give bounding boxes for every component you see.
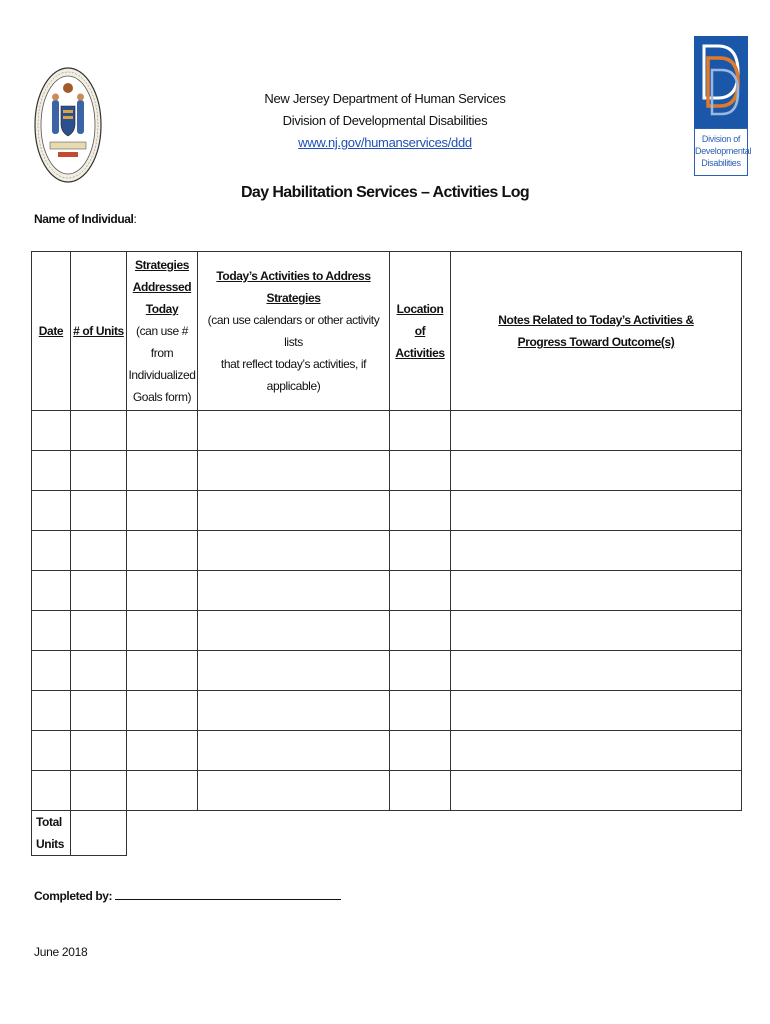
blank-cell	[390, 811, 451, 856]
date-cell[interactable]	[32, 491, 71, 531]
ddd-logo-icon	[694, 36, 748, 128]
activities-log-table	[31, 251, 742, 856]
header-row	[32, 252, 742, 411]
location-cell[interactable]	[390, 651, 451, 691]
completed-by-label: Completed by:	[34, 889, 113, 903]
header-notes-line: Progress Toward Outcome(s)	[517, 335, 675, 349]
header-strategies-note: Goals form)	[132, 390, 192, 404]
total-units-label	[32, 811, 71, 856]
units-cell[interactable]	[71, 771, 127, 811]
log-row	[32, 491, 742, 531]
date-cell[interactable]	[32, 651, 71, 691]
blank-cell	[198, 811, 390, 856]
notes-cell[interactable]	[451, 571, 742, 611]
units-cell[interactable]	[71, 491, 127, 531]
header-strategies-line: Addressed	[132, 280, 192, 294]
header-location-line: Activities	[395, 346, 445, 360]
log-row	[32, 731, 742, 771]
log-row	[32, 771, 742, 811]
units-cell[interactable]	[71, 451, 127, 491]
division-name: Division of Developmental Disabilities	[282, 113, 488, 128]
notes-cell[interactable]	[451, 771, 742, 811]
strategies-cell[interactable]	[127, 451, 198, 491]
header-strategies-note: from	[150, 346, 174, 360]
date-cell[interactable]	[32, 451, 71, 491]
logo-caption-line: Disabilities	[701, 158, 741, 168]
completed-by	[34, 887, 341, 903]
activities-cell[interactable]	[198, 411, 390, 451]
log-row	[32, 451, 742, 491]
name-label-colon: :	[133, 212, 137, 226]
location-cell[interactable]	[390, 411, 451, 451]
agency-header	[200, 88, 570, 154]
document-title: Day Habilitation Services – Activities Log	[240, 184, 530, 201]
units-cell[interactable]	[71, 611, 127, 651]
date-cell[interactable]	[32, 611, 71, 651]
notes-cell[interactable]	[451, 651, 742, 691]
strategies-cell[interactable]	[127, 651, 198, 691]
header-activities-note: applicable)	[266, 379, 321, 393]
location-cell[interactable]	[390, 491, 451, 531]
location-cell[interactable]	[390, 611, 451, 651]
units-cell[interactable]	[71, 731, 127, 771]
date-cell[interactable]	[32, 531, 71, 571]
units-cell[interactable]	[71, 571, 127, 611]
header-units	[71, 252, 127, 411]
units-cell[interactable]	[71, 411, 127, 451]
strategies-cell[interactable]	[127, 571, 198, 611]
completed-by-signature-line[interactable]	[115, 887, 341, 900]
total-label-line: Total	[36, 815, 62, 829]
log-row	[32, 531, 742, 571]
units-cell[interactable]	[71, 691, 127, 731]
location-cell[interactable]	[390, 691, 451, 731]
activities-cell[interactable]	[198, 451, 390, 491]
strategies-cell[interactable]	[127, 771, 198, 811]
header-strategies-line: Today	[145, 302, 179, 316]
blank-cell	[127, 811, 198, 856]
ddd-logo-caption	[694, 128, 752, 176]
header-units-text: # of Units	[73, 324, 124, 338]
notes-cell[interactable]	[451, 531, 742, 571]
strategies-cell[interactable]	[127, 411, 198, 451]
header-date-text: Date	[38, 324, 64, 338]
blank-cell	[451, 811, 742, 856]
log-row	[32, 571, 742, 611]
date-cell[interactable]	[32, 411, 71, 451]
log-row	[32, 691, 742, 731]
date-cell[interactable]	[32, 571, 71, 611]
strategies-cell[interactable]	[127, 731, 198, 771]
state-seal-icon	[34, 66, 102, 184]
activities-cell[interactable]	[198, 531, 390, 571]
header-strategies-line: Strategies	[134, 258, 190, 272]
location-cell[interactable]	[390, 451, 451, 491]
notes-cell[interactable]	[451, 611, 742, 651]
header-location-line: Location of	[396, 302, 444, 338]
activities-cell[interactable]	[198, 731, 390, 771]
department-name: New Jersey Department of Human Services	[264, 91, 506, 106]
location-cell[interactable]	[390, 531, 451, 571]
notes-cell[interactable]	[451, 691, 742, 731]
date-cell[interactable]	[32, 731, 71, 771]
total-row	[32, 811, 742, 856]
header-activities-title: Today’s Activities to Address Strategies	[216, 269, 371, 305]
ddd-logo	[694, 36, 752, 178]
activities-cell[interactable]	[198, 491, 390, 531]
strategies-cell[interactable]	[127, 691, 198, 731]
location-cell[interactable]	[390, 571, 451, 611]
header-activities-note: (can use calendars or other activity lists	[207, 313, 380, 349]
header-strategies-note: Individualized	[128, 368, 196, 382]
header-date	[32, 252, 71, 411]
notes-cell[interactable]	[451, 411, 742, 451]
activities-cell[interactable]	[198, 691, 390, 731]
notes-cell[interactable]	[451, 451, 742, 491]
total-units-field[interactable]	[71, 811, 127, 856]
activities-cell[interactable]	[198, 611, 390, 651]
website-link[interactable]: www.nj.gov/humanservices/ddd	[298, 135, 472, 150]
activities-cell[interactable]	[198, 571, 390, 611]
header-activities-note: that reflect today’s activities, if	[220, 357, 367, 371]
header-strategies-note: (can use #	[135, 324, 189, 338]
date-cell[interactable]	[32, 691, 71, 731]
log-row	[32, 611, 742, 651]
notes-cell[interactable]	[451, 491, 742, 531]
units-cell[interactable]	[71, 531, 127, 571]
strategies-cell[interactable]	[127, 611, 198, 651]
units-cell[interactable]	[71, 651, 127, 691]
name-of-individual-label	[34, 212, 136, 226]
strategies-cell[interactable]	[127, 531, 198, 571]
log-row	[32, 411, 742, 451]
log-row	[32, 651, 742, 691]
notes-cell[interactable]	[451, 731, 742, 771]
activities-cell[interactable]	[198, 771, 390, 811]
footer-date: June 2018	[34, 945, 88, 959]
location-cell[interactable]	[390, 771, 451, 811]
header-location	[390, 252, 451, 411]
logo-caption-line: Developmental	[695, 146, 752, 156]
header-notes-line: Notes Related to Today’s Activities &	[498, 313, 694, 327]
header-strategies	[127, 252, 198, 411]
location-cell[interactable]	[390, 731, 451, 771]
logo-caption-line: Division of	[701, 134, 741, 144]
header-activities	[198, 252, 390, 411]
date-cell[interactable]	[32, 771, 71, 811]
total-label-line: Units	[36, 837, 65, 851]
name-label-text: Name of Individual	[34, 212, 134, 226]
strategies-cell[interactable]	[127, 491, 198, 531]
activities-cell[interactable]	[198, 651, 390, 691]
header-notes	[451, 252, 742, 411]
